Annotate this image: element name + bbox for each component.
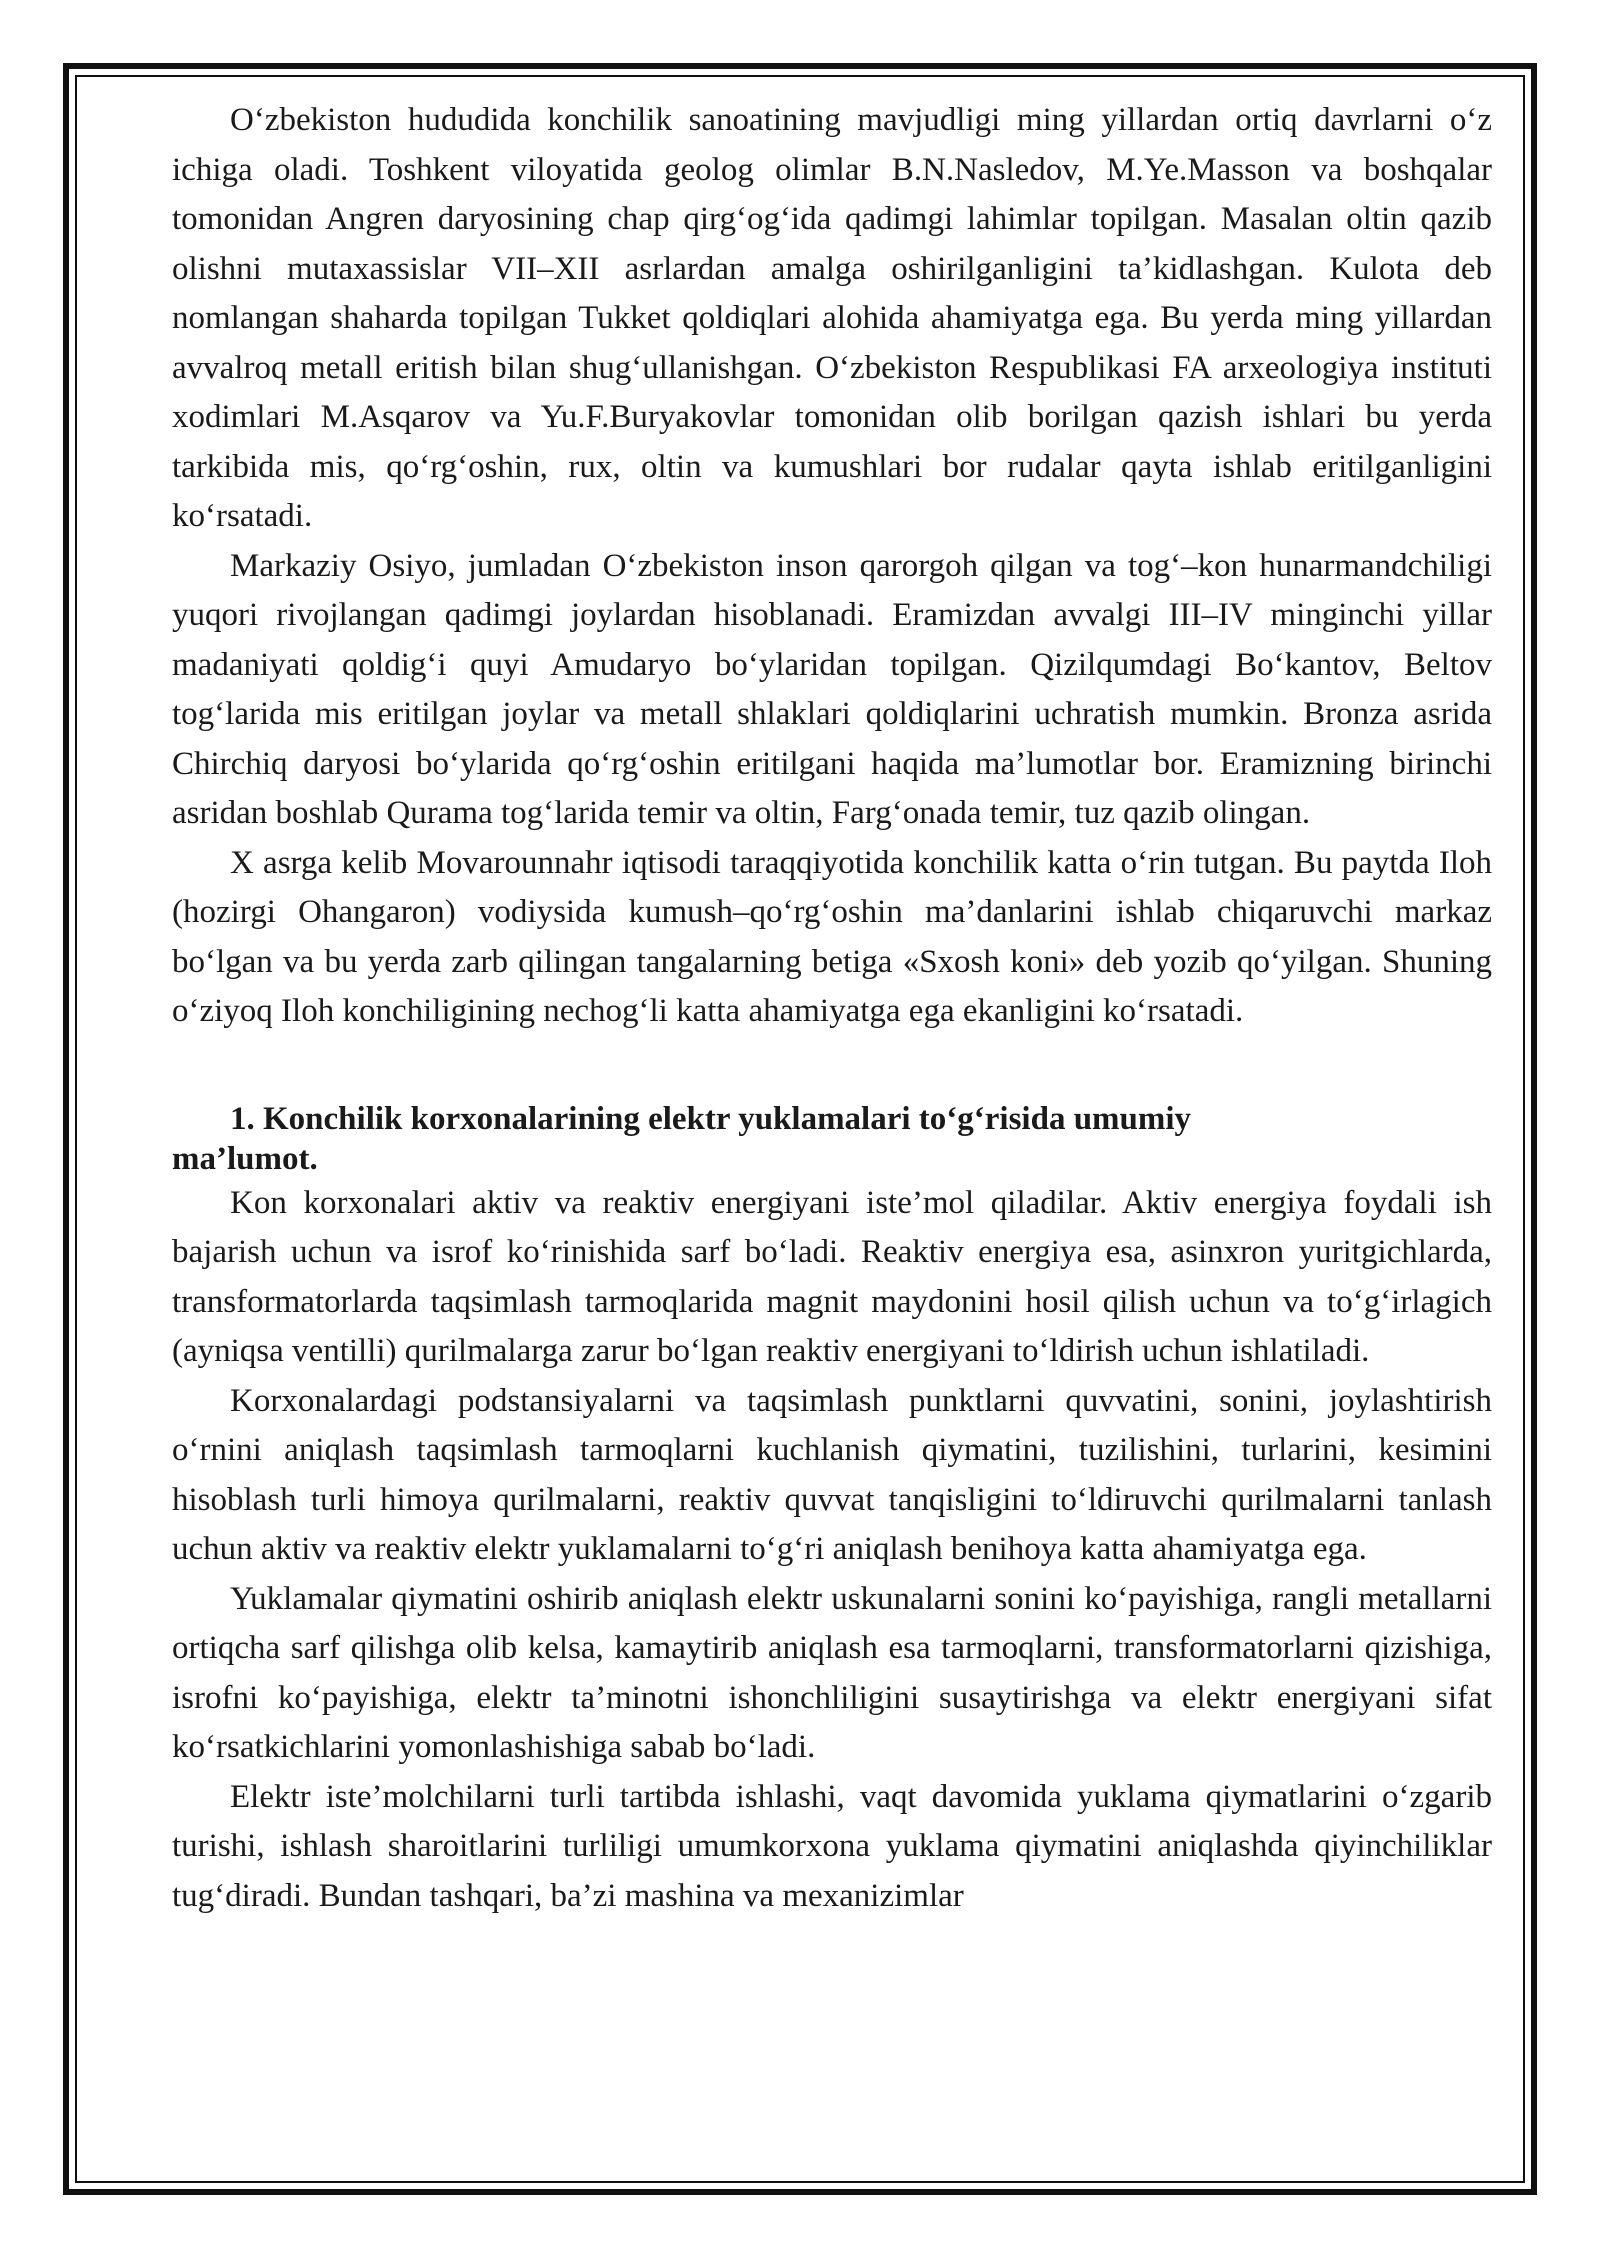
- paragraph-loads-4: Elektr iste’molchilarni turli tartibda ishlashi, vaqt davomida yuklama qiymatlarini o‘zgarib turishi, ishlash sharoitlarini turliligi umumkorxona yuklama qiymatini aniqlashda qiyinchiliklar tug‘diradi. Bundan tashqari, ba’zi mashina va mexanizimlar: [172, 1778, 1492, 1914]
- paragraph-history-2: Markaziy Osiyo, jumladan O‘zbekiston inson qarorgoh qilgan va tog‘–kon hunarmandchiligi yuqori rivojlangan qadimgi joylardan hisoblanadi. Eramizdan avvalgi III–IV minginchi yillar madaniyati qoldig‘i quyi Amudaryo bo‘ylaridan topilgan. Qizilqumdagi Bo‘kantov, Beltov tog‘larida mis eritilgan joylar va metall shlaklari qoldiqlarini uchratish mumkin. Bronza asrida Chirchiq daryosi bo‘ylarida qo‘rg‘oshin eritilgani haqida ma’lumotlar bor. Eramizning birinchi asridan boshlab Qurama tog‘larida temir va oltin, Farg‘onada temir, tuz qazib olingan.: [172, 547, 1492, 831]
- paragraph-loads-3: Yuklamalar qiymatini oshirib aniqlash elektr uskunalarni sonini ko‘payishiga, rangli metallarni ortiqcha sarf qilishga olib kelsa, kamaytirib aniqlash esa tarmoqlarni, transformatorlarni qizishiga, isrofni ko‘payishiga, elektr ta’minotni ishonchliligini susaytirishga va elektr energiyani sifat ko‘rsatkichlarini yomonlashishiga sabab bo‘ladi.: [172, 1580, 1492, 1765]
- paragraph-loads-1: Kon korxonalari aktiv va reaktiv energiyani iste’mol qiladilar. Aktiv energiya foydali ish bajarish uchun va isrof ko‘rinishida sarf bo‘ladi. Reaktiv energiya esa, asinxron yuritgichlarda, transformatorlarda taqsimlash tarmoqlarida magnit maydonini hosil qilish uchun va to‘g‘irlagich (ayniqsa ventilli) qurilmalarga zarur bo‘lgan reaktiv energiyani to‘ldirish uchun ishlatiladi.: [172, 1184, 1492, 1369]
- section-heading: 1. Konchilik korxonalarining elektr yuklamalari to‘g‘risida umumiy ma’lumot.: [172, 1100, 1192, 1177]
- paragraph-history-1: O‘zbekiston hududida konchilik sanoatining mavjudligi ming yillardan ortiq davrlarni o‘z ichiga oladi. Toshkent viloyatida geolog olimlar B.N.Nasledov, M.Ye.Masson va boshqalar tomonidan Angren daryosining chap qirg‘og‘ida qadimgi lahimlar topilgan. Masalan oltin qazib olishni mutaxassislar VII–XII asrlardan amalga oshirilganligini ta’kidlashgan. Kulota deb nomlangan shaharda topilgan Tukket qoldiqlari alohida ahamiyatga ega. Bu yerda ming yillardan avvalroq metall eritish bilan shug‘ullanishgan. O‘zbekiston Respublikasi FA arxeologiya instituti xodimlari M.Asqarov va Yu.F.Buryakovlar tomonidan olib borilgan qazish ishlari bu yerda tarkibida mis, qo‘rg‘oshin, rux, oltin va kumushlari bor rudalar qayta ishlab eritilganligini ko‘rsatadi.: [172, 102, 1492, 534]
- paragraph-loads-2: Korxonalardagi podstansiyalarni va taqsimlash punktlarni quvvatini, sonini, joylashtirish o‘rnini aniqlash taqsimlash tarmoqlarni kuchlanish qiymatini, tuzilishini, turlarini, kesimini hisoblash turli himoya qurilmalarni, reaktiv quvvat tanqisligini to‘ldiruvchi qurilmalarni tanlash uchun aktiv va reaktiv elektr yuklamalarni to‘g‘ri aniqlash benihoya katta ahamiyatga ega.: [172, 1382, 1492, 1567]
- document-body: [172, 96, 1492, 1921]
- paragraph-history-3: X asrga kelib Movarounnahr iqtisodi taraqqiyotida konchilik katta o‘rin tutgan. Bu paytda Iloh (hozirgi Ohangaron) vodiysida kumush–qo‘rg‘oshin ma’danlarini ishlab chiqaruvchi markaz bo‘lgan va bu yerda zarb qilingan tangalarning betiga «Sxosh koni» deb yozib qo‘yilgan. Shuning o‘ziyoq Iloh konchiligining nechog‘li katta ahamiyatga ega ekanligini ko‘rsatadi.: [172, 844, 1492, 1029]
